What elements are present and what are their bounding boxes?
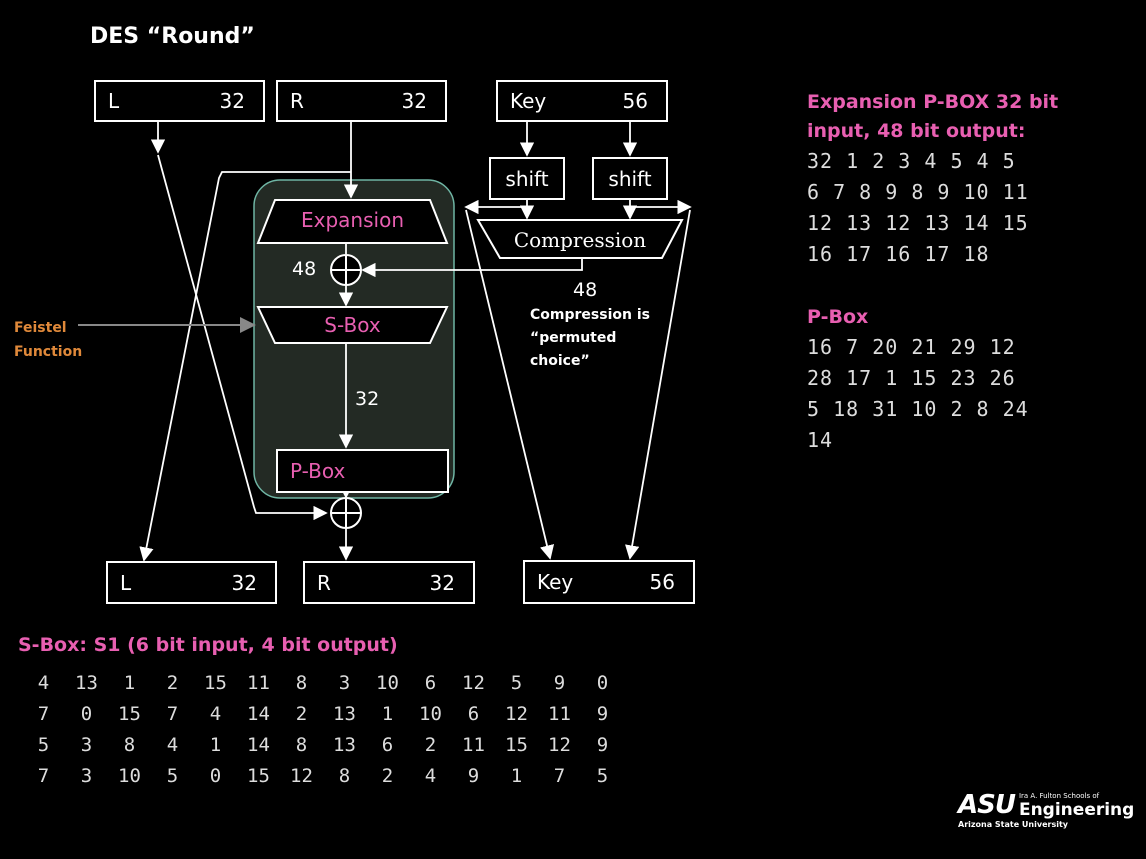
sbox-cell: 10 [419,702,442,725]
sbox-cell: 2 [166,671,179,694]
sbox-cell: 8 [123,733,136,756]
bits-48-right: 48 [573,279,598,301]
sbox-cell: 15 [247,764,270,787]
sbox-table [22,667,624,791]
sbox-cell: 12 [548,733,571,756]
top-l-box [94,80,265,122]
compression-label: Compression [513,228,647,252]
sbox-cell: 2 [295,702,308,725]
sbox-cell: 12 [290,764,313,787]
feistel-function-label [14,316,82,364]
expansion-pbox-heading-2: input, 48 bit output: [807,120,1026,142]
sbox-cell: 9 [467,764,480,787]
pbox-row-2: 28 17 1 15 23 26 [807,366,1016,390]
sbox-cell: 9 [553,671,566,694]
sbox-cell: 4 [166,733,179,756]
pbox-row-4: 14 [807,428,834,452]
bottom-r-bits: 32 [429,570,455,595]
sbox-cell: 0 [596,671,609,694]
top-key-bits: 56 [622,89,648,113]
slide-title: DES “Round” [90,24,255,49]
expansion-pbox-row-4: 16 17 16 17 18 [807,242,990,266]
sbox-cell: 5 [596,764,609,787]
top-key-box [496,80,668,122]
sbox-cell: 13 [333,702,356,725]
sbox-cell: 9 [596,733,609,756]
sbox-cell: 3 [338,671,351,694]
sbox-cell: 3 [80,733,93,756]
bottom-key-bits: 56 [649,570,675,594]
sbox-cell: 8 [295,671,308,694]
sbox-cell: 14 [247,702,270,725]
sbox-cell: 15 [118,702,141,725]
pbox-panel [807,303,1029,456]
sbox-cell: 10 [118,764,141,787]
pbox-heading: P-Box [807,306,869,328]
sbox-label: S-Box [324,313,381,337]
top-r-label: R [290,89,304,113]
sbox-cell: 1 [123,671,136,694]
expansion-pbox-panel [807,88,1058,270]
compression-note [530,304,650,373]
compression-note-line-1: Compression is [530,307,650,323]
sbox-table-heading: S-Box: S1 (6 bit input, 4 bit output) [18,634,398,656]
top-l-label: L [108,89,120,113]
bottom-r-label: R [317,570,331,595]
sbox-cell: 6 [467,702,480,725]
sbox-cell: 11 [462,733,485,756]
sbox-cell: 12 [505,702,528,725]
sbox-cell: 7 [166,702,179,725]
sbox-table-row [22,667,624,698]
top-key-label: Key [510,89,547,113]
asu-logo [958,790,1134,829]
feistel-label-line-2: Function [14,344,83,360]
sbox-cell: 11 [247,671,270,694]
bottom-key-label: Key [537,570,574,594]
sbox-cell: 5 [37,733,50,756]
sbox-cell: 10 [376,671,399,694]
sbox-cell: 3 [80,764,93,787]
expansion-pbox-row-3: 12 13 12 13 14 15 [807,211,1029,235]
asu-engineering: Engineering [1018,800,1135,820]
top-l-bits: 32 [219,89,245,113]
compression-note-line-2: “permuted [530,330,617,346]
expansion-pbox-row-2: 6 7 8 9 8 9 10 11 [807,180,1029,204]
pbox-box [276,449,449,493]
pbox-label: P-Box [290,459,346,483]
sbox-cell: 5 [166,764,179,787]
sbox-cell: 9 [596,702,609,725]
sbox-cell: 11 [548,702,571,725]
bottom-l-box [106,561,277,604]
sbox-cell: 1 [209,733,222,756]
sbox-cell: 1 [381,702,394,725]
sbox-cell: 7 [37,702,50,725]
sbox-table-row [22,729,624,760]
sbox-cell: 8 [338,764,351,787]
sbox-cell: 13 [333,733,356,756]
asu-university: Arizona State University [958,820,1068,829]
sbox-cell: 8 [295,733,308,756]
shift-right-box [592,157,668,200]
expansion-pbox-heading-1: Expansion P-BOX 32 bit [807,91,1059,113]
expansion-pbox-row-1: 32 1 2 3 4 5 4 5 [807,149,1016,173]
shift-left-label: shift [505,166,549,191]
sbox-cell: 6 [381,733,394,756]
bottom-key-box [523,560,695,604]
expansion-label: Expansion [301,208,404,232]
pbox-row-1: 16 7 20 21 29 12 [807,335,1016,359]
sbox-cell: 4 [209,702,222,725]
bottom-l-bits: 32 [231,570,257,595]
sbox-cell: 12 [462,671,485,694]
bottom-r-box [303,561,475,604]
sbox-cell: 5 [510,671,523,694]
bottom-l-label: L [120,570,132,595]
asu-school: Ira A. Fulton Schools of [1018,792,1100,800]
compression-note-line-3: choice” [530,353,590,369]
feistel-label-line-1: Feistel [14,320,67,336]
pbox-row-3: 5 18 31 10 2 8 24 [807,397,1029,421]
sbox-cell: 14 [247,733,270,756]
asu-mark: ASU [958,790,1015,820]
sbox-cell: 4 [37,671,50,694]
sbox-cell: 15 [204,671,227,694]
top-r-bits: 32 [401,89,427,113]
sbox-cell: 2 [424,733,437,756]
sbox-table-row [22,698,624,729]
xor-output-icon [331,498,361,528]
sbox-cell: 0 [80,702,93,725]
sbox-cell: 2 [381,764,394,787]
sbox-cell: 4 [424,764,437,787]
xor-48-icon [331,255,361,285]
bits-32-mid: 32 [355,388,380,410]
sbox-cell: 7 [37,764,50,787]
shift-right-label: shift [608,166,652,191]
sbox-cell: 15 [505,733,528,756]
sbox-table-row [22,760,624,791]
sbox-cell: 1 [510,764,523,787]
shift-left-box [489,157,565,200]
sbox-cell: 13 [75,671,98,694]
sbox-cell: 7 [553,764,566,787]
top-r-box [276,80,447,122]
sbox-cell: 0 [209,764,222,787]
bits-48-left: 48 [292,258,317,280]
sbox-cell: 6 [424,671,437,694]
